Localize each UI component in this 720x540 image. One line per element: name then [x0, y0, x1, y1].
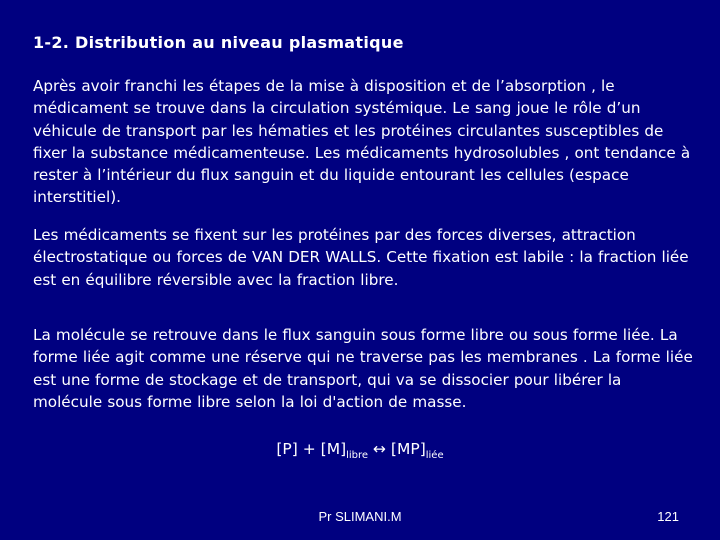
equilibrium-formula [0, 440, 720, 461]
formula-sub-liee: liée [425, 450, 444, 461]
paragraph-free-bound-forms: La molécule se retrouve dans le flux sanguin sous forme libre ou sous forme liée. La forme liée agit comme une réserve qui ne traverse pas les membranes . La forme liée est une forme de stockage et de transport, qui va se dissocier pour libérer la molécule sous forme libre selon la loi d'action de masse. [33, 326, 693, 411]
formula-left: [P] + [M] [276, 440, 347, 458]
formula-arrow: ↔ [368, 440, 391, 458]
formula-sub-libre: libre [346, 450, 369, 461]
page-number: 121 [657, 509, 679, 524]
paragraph-protein-binding: Les médicaments se fixent sur les protéines par des forces diverses, attraction électrostatique ou forces de VAN DER WALLS. Cette fixation est labile : la fraction liée est en équilibre réversible avec la fraction libre. [33, 226, 689, 289]
footer-author: Pr SLIMANI.M [318, 509, 402, 524]
slide-title: 1-2. Distribution au niveau plasmatique [33, 33, 404, 52]
formula-right: [MP] [390, 440, 426, 458]
paragraph-absorption: Après avoir franchi les étapes de la mise à disposition et de l’absorption , le médicament se trouve dans la circulation systémique. Le sang joue le rôle d’un véhicule de transport par les hématies et les protéines circulantes susceptibles de fixer la substance médicamenteuse. Les médicaments hydrosolubles , ont tendance à rester à l’intérieur du flux sanguin et du liquide entourant les cellules (espace interstitiel). [33, 77, 691, 207]
